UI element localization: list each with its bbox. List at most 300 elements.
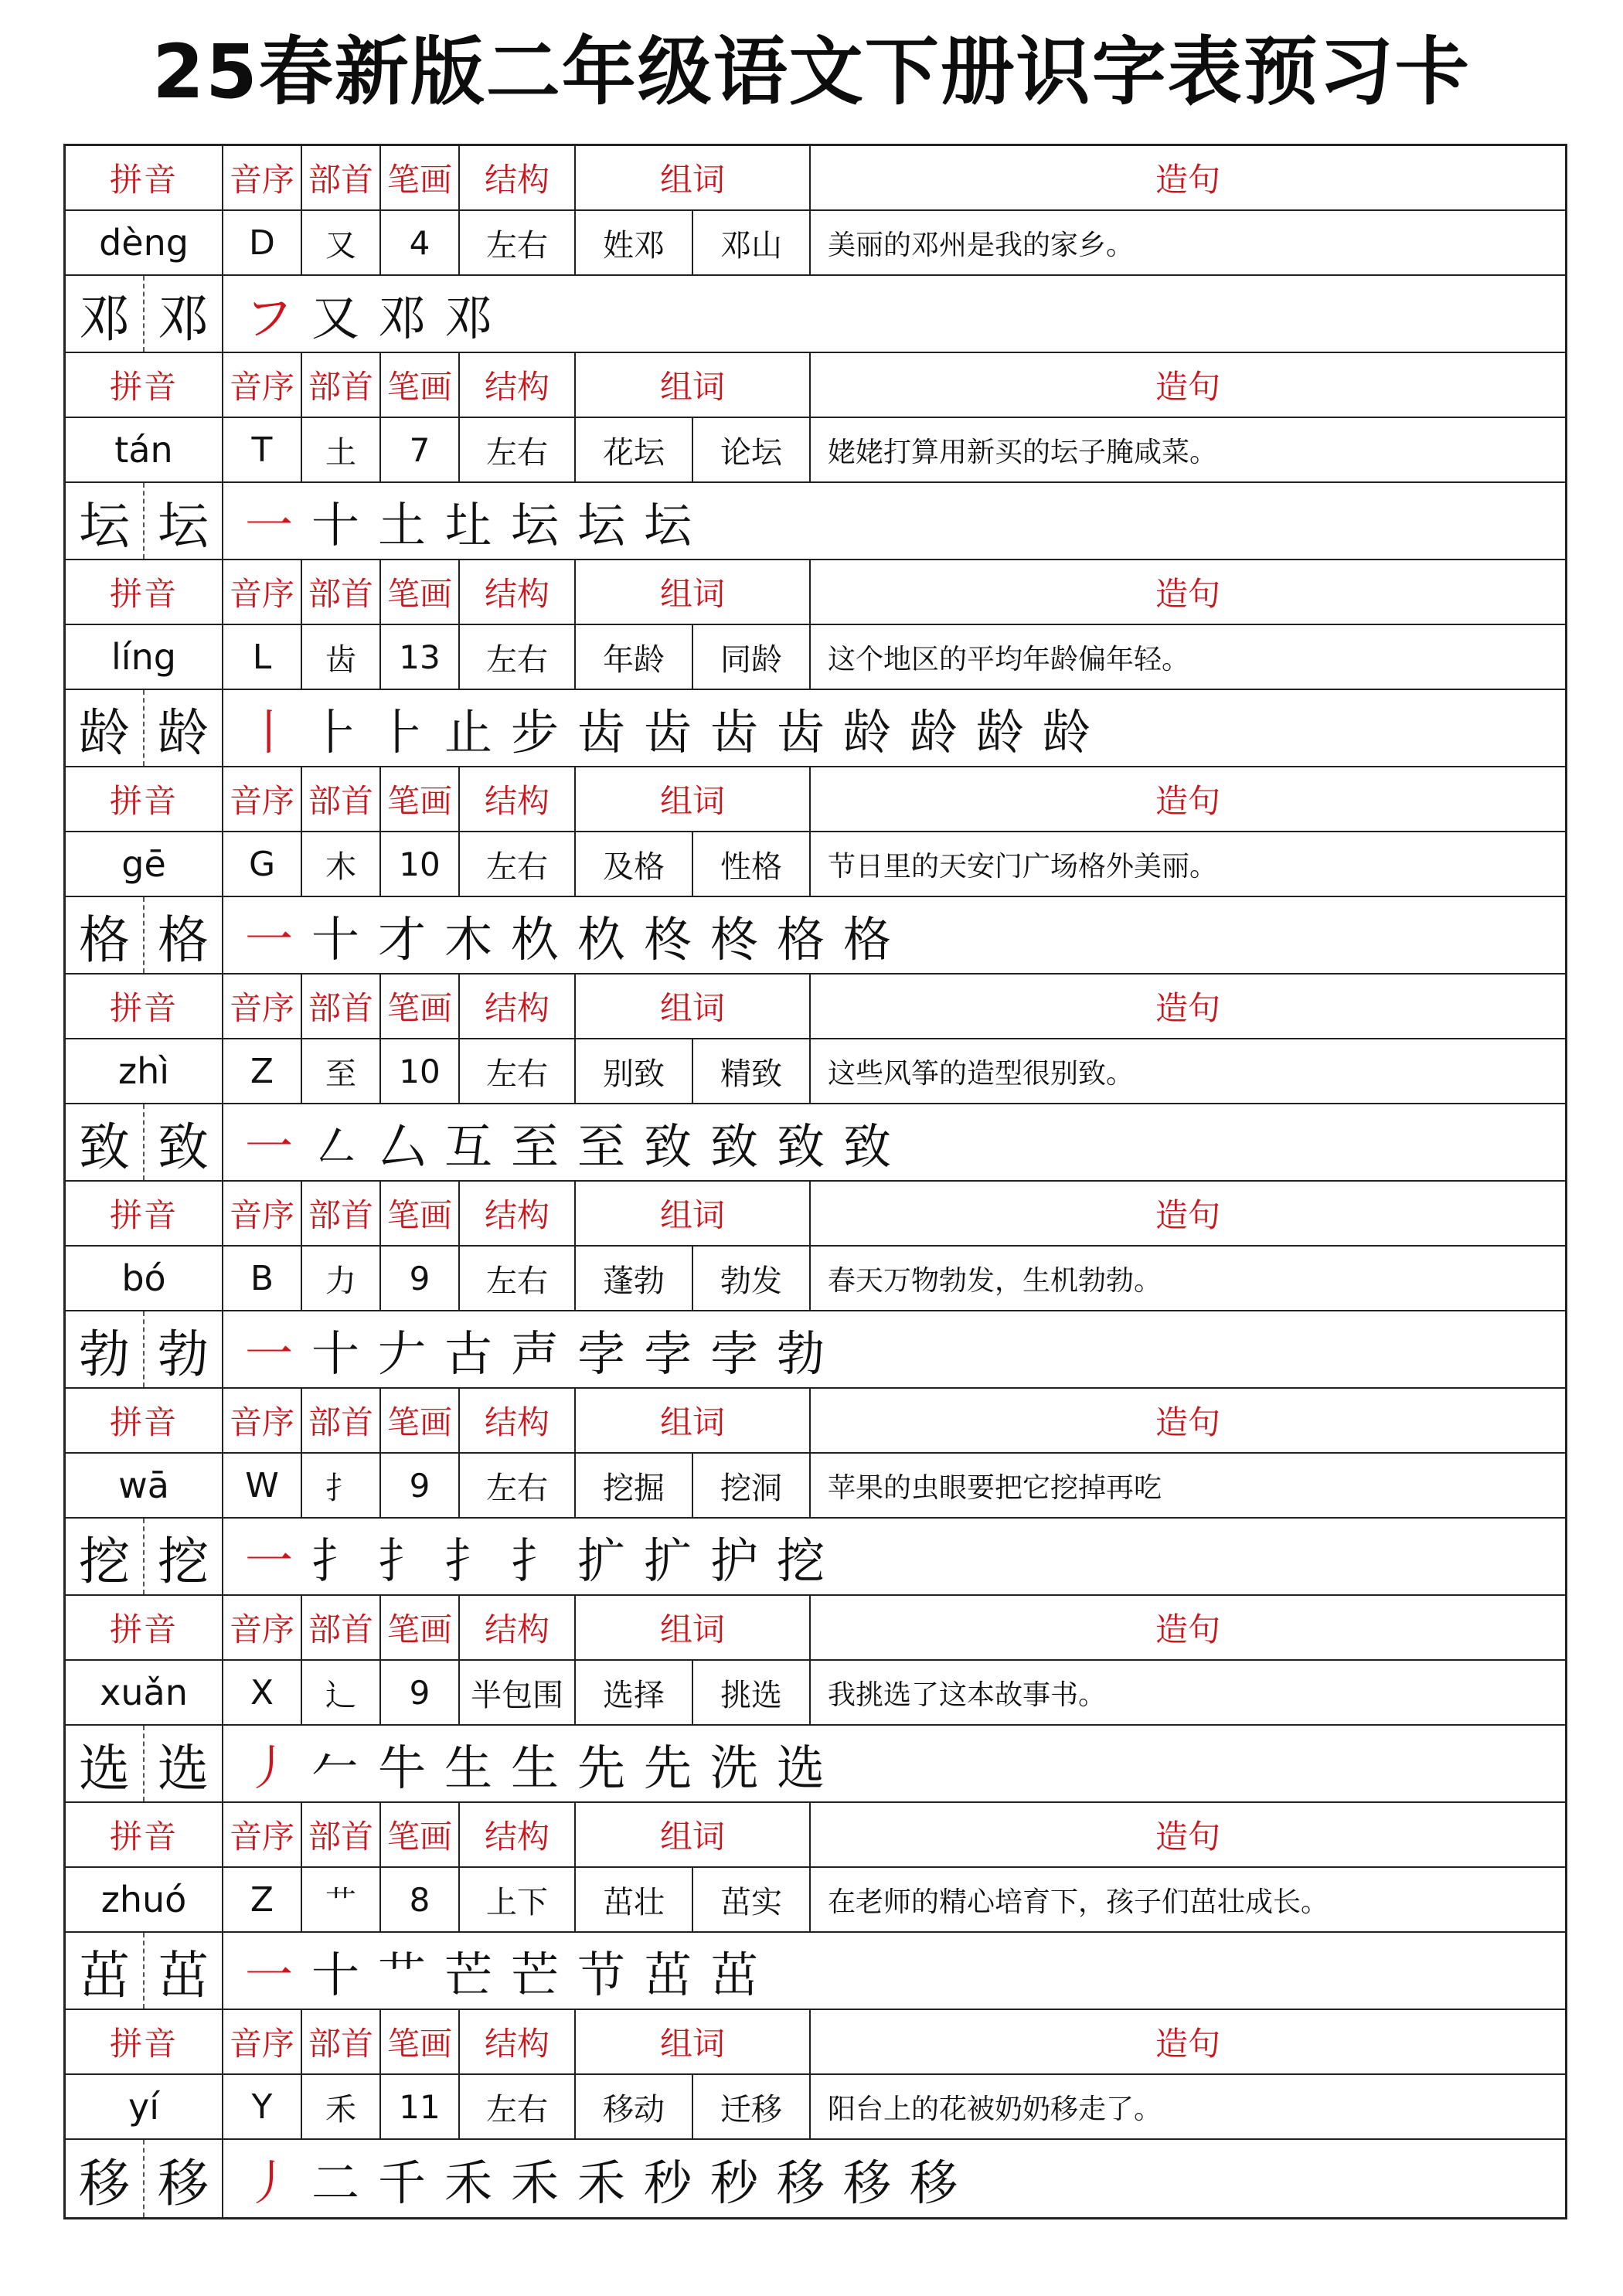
stroke-sequence — [223, 1519, 1565, 1594]
character-large-copy: 移 — [145, 2140, 223, 2217]
bihua-value: 10 — [381, 1039, 460, 1103]
stroke-step: 扩 — [577, 1532, 625, 1589]
header-zuci: 组词 — [576, 353, 811, 417]
info-row — [66, 2075, 1565, 2140]
stroke-step: 秒 — [709, 2154, 758, 2211]
bushou-value: 禾 — [302, 2075, 381, 2138]
bushou-value: 齿 — [302, 625, 381, 689]
pinyin-value: wā — [66, 1454, 223, 1517]
jiegou-value: 左右 — [460, 2075, 576, 2138]
stroke-step: 厶 — [377, 1117, 426, 1175]
sentence: 节日里的天安门广场格外美丽。 — [828, 850, 1218, 883]
bushou-value: 扌 — [302, 1454, 381, 1517]
character-large-copy: 坛 — [145, 483, 223, 559]
stroke-step: 声 — [510, 1325, 559, 1382]
header-zuci: 组词 — [576, 146, 811, 209]
character-large: 龄 — [66, 690, 145, 766]
bushou-value: 辶 — [302, 1661, 381, 1724]
info-row — [66, 1247, 1565, 1311]
jiegou-value: 上下 — [460, 1868, 576, 1931]
character-large-copy: 选 — [145, 1726, 223, 1801]
stroke-sequence — [223, 1311, 1565, 1387]
header-row — [66, 560, 1565, 625]
header-bihua: 笔画 — [381, 1389, 460, 1452]
header-pinyin: 拼音 — [66, 975, 223, 1038]
character-entry — [66, 767, 1565, 975]
header-bihua: 笔画 — [381, 1803, 460, 1866]
bihua-value: 10 — [381, 832, 460, 896]
header-zuci: 组词 — [576, 2010, 811, 2073]
character-entry — [66, 1803, 1565, 2010]
header-row — [66, 767, 1565, 832]
stroke-step: 齿 — [577, 703, 625, 760]
header-jiegou: 结构 — [460, 975, 576, 1038]
stroke-step: 木 — [444, 910, 492, 968]
word-1: 年龄 — [576, 625, 693, 689]
header-row — [66, 353, 1565, 418]
stroke-step: 格 — [842, 910, 891, 968]
bushou-value: 力 — [302, 1247, 381, 1310]
word-1: 别致 — [576, 1039, 693, 1103]
stroke-sequence — [223, 1933, 1565, 2009]
stroke-step: 孛 — [577, 1325, 625, 1382]
stroke-step: 致 — [776, 1117, 825, 1175]
stroke-step: 移 — [842, 2154, 891, 2211]
bihua-value: 7 — [381, 418, 460, 481]
word-2: 论坛 — [693, 418, 811, 481]
stroke-step: 柊 — [709, 910, 758, 968]
header-bihua: 笔画 — [381, 146, 460, 209]
word-1: 及格 — [576, 832, 693, 896]
stroke-step: 止 — [444, 703, 492, 760]
header-bushou: 部首 — [302, 146, 381, 209]
stroke-step: 丿 — [244, 2154, 293, 2211]
stroke-step: 互 — [444, 1117, 492, 1175]
sentence: 这些风筝的造型很别致。 — [828, 1057, 1135, 1090]
header-bihua: 笔画 — [381, 1182, 460, 1245]
character-entry — [66, 2010, 1565, 2217]
word-1: 移动 — [576, 2075, 693, 2138]
bihua-value: 9 — [381, 1247, 460, 1310]
header-bihua: 笔画 — [381, 2010, 460, 2073]
header-yinxu: 音序 — [223, 2010, 302, 2073]
page-title: 25春新版二年级语文下册识字表预习卡 — [152, 29, 1471, 115]
yinxu-value: D — [223, 211, 302, 274]
word-1: 蓬勃 — [576, 1247, 693, 1310]
stroke-step: 古 — [444, 1325, 492, 1382]
header-bihua: 笔画 — [381, 560, 460, 624]
word-1: 姓邓 — [576, 211, 693, 274]
stroke-step: 移 — [776, 2154, 825, 2211]
yinxu-value: Z — [223, 1039, 302, 1103]
header-row — [66, 1596, 1565, 1661]
bushou-value: 至 — [302, 1039, 381, 1103]
word-2: 挖洞 — [693, 1454, 811, 1517]
stroke-step: 一 — [244, 1325, 293, 1382]
jiegou-value: 左右 — [460, 211, 576, 274]
word-2: 勃发 — [693, 1247, 811, 1310]
stroke-step: 移 — [909, 2154, 958, 2211]
header-bushou: 部首 — [302, 975, 381, 1038]
stroke-step: 挖 — [776, 1532, 825, 1589]
jiegou-value: 左右 — [460, 832, 576, 896]
header-bushou: 部首 — [302, 1389, 381, 1452]
header-bushou: 部首 — [302, 1803, 381, 1866]
sentence: 春天万物勃发，生机勃勃。 — [828, 1264, 1162, 1297]
stroke-step: 齿 — [709, 703, 758, 760]
stroke-sequence — [223, 1726, 1565, 1801]
header-zuci: 组词 — [576, 1803, 811, 1866]
word-2: 性格 — [693, 832, 811, 896]
header-pinyin: 拼音 — [66, 1182, 223, 1245]
stroke-step: 坛 — [643, 496, 692, 553]
yinxu-value: L — [223, 625, 302, 689]
stroke-step: 龄 — [909, 703, 958, 760]
header-jiegou: 结构 — [460, 1803, 576, 1866]
info-row — [66, 625, 1565, 690]
header-jiegou: 结构 — [460, 353, 576, 417]
character-entry — [66, 353, 1565, 560]
yinxu-value: Z — [223, 1868, 302, 1931]
header-zaoju: 造句 — [1155, 1818, 1220, 1856]
header-zuci: 组词 — [576, 767, 811, 831]
header-row — [66, 1182, 1565, 1247]
stroke-order-row — [66, 2140, 1565, 2217]
header-yinxu: 音序 — [223, 146, 302, 209]
sentence: 在老师的精心培育下，孩子们茁壮成长。 — [828, 1886, 1329, 1918]
stroke-step: ⺊ — [377, 703, 426, 760]
header-jiegou: 结构 — [460, 1596, 576, 1659]
header-bushou: 部首 — [302, 1182, 381, 1245]
stroke-step: 生 — [510, 1739, 559, 1796]
header-bihua: 笔画 — [381, 353, 460, 417]
jiegou-value: 左右 — [460, 1039, 576, 1103]
stroke-step: 圵 — [444, 496, 492, 553]
stroke-order-row — [66, 1726, 1565, 1803]
stroke-sequence — [223, 1104, 1565, 1180]
character-large-copy: 茁 — [145, 1933, 223, 2009]
pinyin-value: zhì — [66, 1039, 223, 1103]
character-large-copy: 致 — [145, 1104, 223, 1180]
header-jiegou: 结构 — [460, 767, 576, 831]
header-pinyin: 拼音 — [66, 1389, 223, 1452]
bihua-value: 13 — [381, 625, 460, 689]
character-entry — [66, 560, 1565, 767]
stroke-step: 洗 — [709, 1739, 758, 1796]
header-bihua: 笔画 — [381, 767, 460, 831]
character-large: 邓 — [66, 276, 145, 352]
header-yinxu: 音序 — [223, 353, 302, 417]
jiegou-value: 半包围 — [460, 1661, 576, 1724]
word-1: 花坛 — [576, 418, 693, 481]
stroke-step: 邓 — [377, 289, 426, 346]
header-pinyin: 拼音 — [66, 2010, 223, 2073]
stroke-step: 孛 — [709, 1325, 758, 1382]
character-large-copy: 邓 — [145, 276, 223, 352]
yinxu-value: Y — [223, 2075, 302, 2138]
header-row — [66, 2010, 1565, 2075]
stroke-step: 致 — [643, 1117, 692, 1175]
stroke-step: 一 — [244, 1946, 293, 2003]
stroke-step: 一 — [244, 1532, 293, 1589]
stroke-step: 坛 — [510, 496, 559, 553]
stroke-step: 致 — [709, 1117, 758, 1175]
yinxu-value: B — [223, 1247, 302, 1310]
stroke-step: 又 — [311, 289, 359, 346]
character-large-copy: 格 — [145, 897, 223, 973]
word-2: 同龄 — [693, 625, 811, 689]
header-yinxu: 音序 — [223, 560, 302, 624]
pinyin-value: tán — [66, 418, 223, 481]
info-row — [66, 1661, 1565, 1726]
bushou-value: 木 — [302, 832, 381, 896]
jiegou-value: 左右 — [460, 1454, 576, 1517]
stroke-step: ⺊ — [311, 703, 359, 760]
stroke-step: 一 — [244, 1117, 293, 1175]
header-bushou: 部首 — [302, 767, 381, 831]
sentence: 这个地区的平均年龄偏年轻。 — [828, 643, 1190, 675]
header-bushou: 部首 — [302, 1596, 381, 1659]
header-jiegou: 结构 — [460, 1182, 576, 1245]
header-row — [66, 1389, 1565, 1454]
stroke-step: 格 — [776, 910, 825, 968]
stroke-step: 茁 — [643, 1946, 692, 2003]
stroke-order-row — [66, 276, 1565, 353]
character-large-copy: 勃 — [145, 1311, 223, 1387]
character-entry — [66, 1182, 1565, 1389]
header-zaoju: 造句 — [1155, 782, 1220, 820]
stroke-order-row — [66, 897, 1565, 975]
sentence: 美丽的邓州是我的家乡。 — [828, 229, 1135, 261]
character-large: 挖 — [66, 1519, 145, 1594]
yinxu-value: X — [223, 1661, 302, 1724]
word-2: 迁移 — [693, 2075, 811, 2138]
stroke-step: 芒 — [444, 1946, 492, 2003]
stroke-step: 牛 — [377, 1739, 426, 1796]
stroke-step: 杦 — [510, 910, 559, 968]
header-zaoju: 造句 — [1155, 368, 1220, 406]
character-large: 勃 — [66, 1311, 145, 1387]
header-bushou: 部首 — [302, 560, 381, 624]
stroke-step: 艹 — [377, 1946, 426, 2003]
stroke-step: 邓 — [444, 289, 492, 346]
header-yinxu: 音序 — [223, 975, 302, 1038]
header-pinyin: 拼音 — [66, 1596, 223, 1659]
character-large-copy: 挖 — [145, 1519, 223, 1594]
info-row — [66, 418, 1565, 483]
stroke-step: 齿 — [776, 703, 825, 760]
stroke-step: 扌 — [510, 1532, 559, 1589]
character-large-copy: 龄 — [145, 690, 223, 766]
stroke-step: 一 — [244, 496, 293, 553]
stroke-step: 千 — [377, 2154, 426, 2211]
stroke-step: 护 — [709, 1532, 758, 1589]
stroke-step: 至 — [577, 1117, 625, 1175]
word-2: 挑选 — [693, 1661, 811, 1724]
stroke-step: 孛 — [643, 1325, 692, 1382]
header-yinxu: 音序 — [223, 1182, 302, 1245]
pinyin-value: gē — [66, 832, 223, 896]
stroke-step: フ — [244, 289, 293, 346]
stroke-sequence — [223, 483, 1565, 559]
bushou-value: 艹 — [302, 1868, 381, 1931]
word-1: 茁壮 — [576, 1868, 693, 1931]
header-jiegou: 结构 — [460, 560, 576, 624]
header-jiegou: 结构 — [460, 1389, 576, 1452]
character-entry — [66, 1596, 1565, 1803]
header-pinyin: 拼音 — [66, 353, 223, 417]
stroke-step: 致 — [842, 1117, 891, 1175]
stroke-step: 二 — [311, 2154, 359, 2211]
info-row — [66, 1454, 1565, 1519]
header-row — [66, 975, 1565, 1039]
header-zuci: 组词 — [576, 560, 811, 624]
header-yinxu: 音序 — [223, 1803, 302, 1866]
character-large: 选 — [66, 1726, 145, 1801]
pinyin-value: xuǎn — [66, 1661, 223, 1724]
header-pinyin: 拼音 — [66, 560, 223, 624]
stroke-step: 龄 — [1042, 703, 1091, 760]
header-zuci: 组词 — [576, 1596, 811, 1659]
header-zaoju: 造句 — [1155, 1196, 1220, 1234]
header-zuci: 组词 — [576, 1182, 811, 1245]
header-yinxu: 音序 — [223, 767, 302, 831]
stroke-step: 先 — [643, 1739, 692, 1796]
yinxu-value: T — [223, 418, 302, 481]
stroke-step: 才 — [377, 910, 426, 968]
stroke-step: 节 — [577, 1946, 625, 2003]
stroke-order-row — [66, 1519, 1565, 1596]
header-zaoju: 造句 — [1155, 1403, 1220, 1441]
yinxu-value: W — [223, 1454, 302, 1517]
bihua-value: 9 — [381, 1454, 460, 1517]
stroke-step: 十 — [311, 1325, 359, 1382]
header-jiegou: 结构 — [460, 2010, 576, 2073]
stroke-step: 丿 — [244, 1739, 293, 1796]
character-large: 致 — [66, 1104, 145, 1180]
stroke-step: 扌 — [377, 1532, 426, 1589]
sentence: 姥姥打算用新买的坛子腌咸菜。 — [828, 436, 1218, 468]
header-zaoju: 造句 — [1155, 1611, 1220, 1648]
stroke-step: 禾 — [444, 2154, 492, 2211]
stroke-step: 步 — [510, 703, 559, 760]
header-jiegou: 结构 — [460, 146, 576, 209]
header-row — [66, 1803, 1565, 1868]
header-zaoju: 造句 — [1155, 2025, 1220, 2063]
stroke-step: 齿 — [643, 703, 692, 760]
word-2: 精致 — [693, 1039, 811, 1103]
character-preview-table — [63, 144, 1567, 2219]
word-1: 选择 — [576, 1661, 693, 1724]
header-pinyin: 拼音 — [66, 146, 223, 209]
stroke-step: 生 — [444, 1739, 492, 1796]
stroke-step: 扩 — [643, 1532, 692, 1589]
stroke-step: 勃 — [776, 1325, 825, 1382]
sentence: 苹果的虫眼要把它挖掉再吃 — [828, 1471, 1162, 1504]
pinyin-value: zhuó — [66, 1868, 223, 1931]
stroke-step: 一 — [244, 910, 293, 968]
bihua-value: 9 — [381, 1661, 460, 1724]
header-yinxu: 音序 — [223, 1389, 302, 1452]
stroke-step: 茁 — [709, 1946, 758, 2003]
bushou-value: 又 — [302, 211, 381, 274]
character-large: 格 — [66, 897, 145, 973]
stroke-step: 柊 — [643, 910, 692, 968]
stroke-order-row — [66, 483, 1565, 560]
jiegou-value: 左右 — [460, 1247, 576, 1310]
stroke-step: 𠂉 — [311, 1739, 359, 1796]
stroke-step: 十 — [311, 1946, 359, 2003]
pinyin-value: yí — [66, 2075, 223, 2138]
character-large: 坛 — [66, 483, 145, 559]
character-entry — [66, 146, 1565, 353]
sentence: 我挑选了这本故事书。 — [828, 1679, 1107, 1711]
info-row — [66, 1868, 1565, 1933]
header-zaoju: 造句 — [1155, 161, 1220, 199]
stroke-step: 选 — [776, 1739, 825, 1796]
stroke-step: 扌 — [444, 1532, 492, 1589]
stroke-step: 扌 — [311, 1532, 359, 1589]
stroke-order-row — [66, 1933, 1565, 2010]
stroke-order-row — [66, 690, 1565, 767]
stroke-step: 至 — [510, 1117, 559, 1175]
jiegou-value: 左右 — [460, 418, 576, 481]
stroke-step: 十 — [311, 910, 359, 968]
bushou-value: 土 — [302, 418, 381, 481]
sentence: 阳台上的花被奶奶移走了。 — [828, 2093, 1162, 2125]
stroke-step: 禾 — [510, 2154, 559, 2211]
stroke-sequence — [223, 276, 1565, 352]
header-yinxu: 音序 — [223, 1596, 302, 1659]
stroke-step: 龄 — [975, 703, 1024, 760]
info-row — [66, 832, 1565, 897]
header-bushou: 部首 — [302, 2010, 381, 2073]
stroke-step: 十 — [311, 496, 359, 553]
word-2: 茁实 — [693, 1868, 811, 1931]
header-zuci: 组词 — [576, 975, 811, 1038]
stroke-step: 土 — [377, 496, 426, 553]
stroke-step: 龄 — [842, 703, 891, 760]
stroke-step: ㇜ — [311, 1117, 359, 1175]
jiegou-value: 左右 — [460, 625, 576, 689]
pinyin-value: dèng — [66, 211, 223, 274]
stroke-order-row — [66, 1311, 1565, 1389]
character-entry — [66, 1389, 1565, 1596]
info-row — [66, 1039, 1565, 1104]
character-large: 茁 — [66, 1933, 145, 2009]
character-entry — [66, 975, 1565, 1182]
pinyin-value: líng — [66, 625, 223, 689]
bihua-value: 11 — [381, 2075, 460, 2138]
header-zuci: 组词 — [576, 1389, 811, 1452]
header-pinyin: 拼音 — [66, 1803, 223, 1866]
stroke-step: 丨 — [244, 703, 293, 760]
word-2: 邓山 — [693, 211, 811, 274]
stroke-step: 先 — [577, 1739, 625, 1796]
info-row — [66, 211, 1565, 276]
stroke-step: 𠂇 — [377, 1325, 426, 1382]
yinxu-value: G — [223, 832, 302, 896]
header-bihua: 笔画 — [381, 975, 460, 1038]
stroke-step: 杦 — [577, 910, 625, 968]
header-pinyin: 拼音 — [66, 767, 223, 831]
stroke-step: 芒 — [510, 1946, 559, 2003]
stroke-sequence — [223, 897, 1565, 973]
stroke-sequence — [223, 690, 1565, 766]
stroke-order-row — [66, 1104, 1565, 1182]
header-bihua: 笔画 — [381, 1596, 460, 1659]
stroke-step: 禾 — [577, 2154, 625, 2211]
